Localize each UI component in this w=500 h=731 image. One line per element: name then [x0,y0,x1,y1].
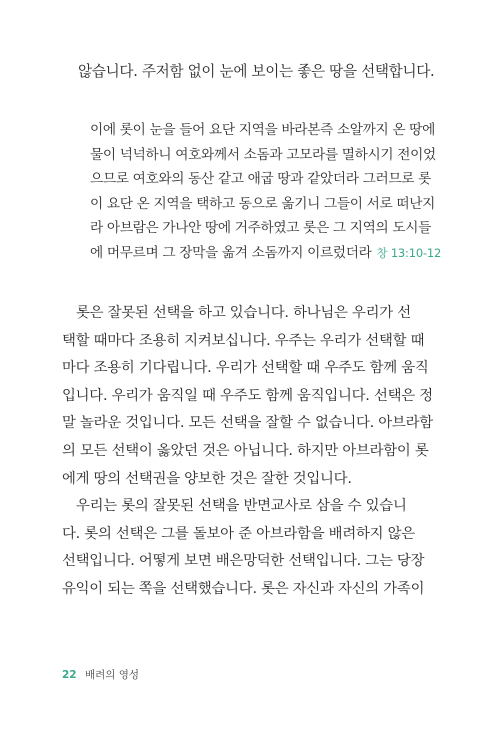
quote-line: 으므로 여호와의 동산 같고 애굽 땅과 같았더라 그러므로 롯 [90,171,431,188]
body-line: 선택입니다. 어떻게 보면 배은망덕한 선택입니다. 그는 당장 [62,553,425,570]
body-line: 롯은 잘못된 선택을 하고 있습니다. 하나님은 우리가 선 [76,305,411,321]
body-line: 다. 롯의 선택은 그를 돌보아 준 아브라함을 배려하지 않은 [62,525,415,542]
body-line: 마다 조용히 기다립니다. 우리가 선택할 때 우주도 함께 움직 [62,360,429,377]
body-line: 우리는 롯의 잘못된 선택을 반면교사로 삼을 수 있습니 [76,498,407,515]
body-line: 택할 때마다 조용히 지켜보십니다. 우주는 우리가 선택할 때 [62,332,425,349]
page-number: 22 [62,669,77,681]
intro-line: 않습니다. 주저함 없이 눈에 보이는 좋은 땅을 선택합니다. [78,63,435,80]
quote-line: 이 요단 온 지역을 택하고 동으로 옮기니 그들이 서로 떠난지 [90,195,435,212]
body-line: 의 모든 선택이 옳았던 것은 아닙니다. 하지만 아브라함이 롯 [62,442,429,459]
body-line: 입니다. 우리가 움직일 때 우주도 함께 움직입니다. 선택은 정 [62,387,433,404]
quote-line: 라 아브람은 가나안 땅에 거주하였고 롯은 그 지역의 도시들 [90,220,431,237]
quote-line-last [90,241,440,266]
body-line: 말 놀라운 것입니다. 모든 선택을 잘할 수 없습니다. 아브라함 [62,415,433,432]
quote-line: 이에 롯이 눈을 들어 요단 지역을 바라본즉 소알까지 온 땅에 [90,122,435,138]
body-paragraphs [62,300,442,604]
page-footer [62,668,139,682]
quote-line-text: 에 머무르며 그 장막을 옮겨 소돔까지 이르렀더라 [90,244,372,261]
body-line: 에게 땅의 선택권을 양보한 것은 잘한 것입니다. [62,470,352,487]
book-title: 배려의 영성 [84,669,140,681]
scripture-reference: 창 13:10-12 [376,245,442,260]
scripture-quote [90,118,440,266]
body-line: 유익이 되는 쪽을 선택했습니다. 롯은 자신과 자신의 가족이 [62,580,425,597]
quote-line: 물이 넉넉하니 여호와께서 소돔과 고모라를 멸하시기 전이었 [90,146,436,163]
